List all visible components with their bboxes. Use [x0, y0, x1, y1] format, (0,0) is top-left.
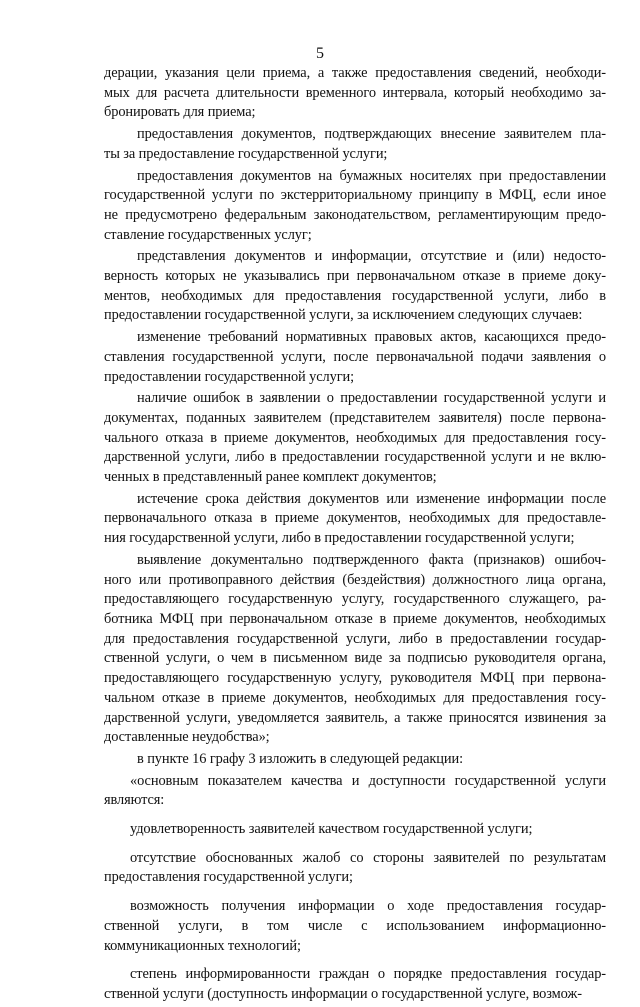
text-line: выявление документально подтвержденного факта (признаков) ошибоч-	[137, 551, 606, 568]
text-line: первоначального отказа в приеме документов, необходимых для предоставле-	[104, 510, 606, 527]
text-line: для предоставления государственной услуги, либо в предоставлении государ-	[104, 630, 606, 647]
paragraph	[104, 490, 606, 549]
text-line: возможность получения информации о ходе предоставления государ-	[130, 898, 606, 915]
paragraph	[104, 247, 606, 326]
text-line: ственной услуги, о чем в письменном виде за подписью руководителя органа,	[104, 650, 606, 667]
text-line: чальном отказе в приеме документов, необходимых для предоставления госу-	[104, 689, 606, 706]
text-line: удовлетворенность заявителей качеством государственной услуги;	[130, 821, 533, 838]
paragraph	[104, 897, 606, 956]
text-line: отсутствие обоснованных жалоб со стороны заявителей по результатам	[130, 849, 606, 866]
paragraph	[104, 750, 606, 770]
text-line: мых для расчета длительности временного интервала, который необходимо за-	[104, 84, 606, 101]
text-line: ченных в представленный ранее комплект документов;	[104, 469, 437, 486]
text-line: не предусмотрено федеральным законодательством, регламентирующим предо-	[104, 206, 606, 223]
text-line: предоставления документов на бумажных носителях при предоставлении	[137, 167, 606, 184]
text-line: коммуникационных технологий;	[104, 937, 301, 954]
text-line: истечение срока действия документов или изменение информации после	[137, 490, 606, 507]
text-line: ментов, необходимых для предоставления государственной услуги, либо в	[104, 287, 606, 304]
text-line: предоставлении государственной услуги, за исключением следующих случаев:	[104, 307, 583, 324]
paragraph	[104, 551, 606, 748]
paragraph	[104, 125, 606, 164]
text-line: наличие ошибок в заявлении о предоставлении государственной услуги и	[137, 390, 606, 407]
text-line: в пункте 16 графу 3 изложить в следующей редакции:	[137, 750, 463, 767]
text-line: государственной услуги по экстерриториальному принципу в МФЦ, если иное	[104, 187, 606, 204]
text-line: ставление государственных услуг;	[104, 226, 312, 243]
text-line: ственной услуги (доступность информации о государственной услуге, возмож-	[104, 985, 582, 1002]
text-line: дарственной услуги, уведомляется заявитель, а также приносятся извинения за	[104, 709, 606, 726]
document-body	[104, 64, 606, 1007]
text-line: являются:	[104, 792, 165, 809]
paragraph	[104, 64, 606, 123]
paragraph	[104, 389, 606, 488]
text-line: чального отказа в приеме документов, необходимых для предоставления госу-	[104, 429, 606, 446]
text-line: ственной услуги, в том числе с использованием информационно-	[104, 917, 606, 934]
paragraph	[104, 328, 606, 387]
text-line: верность которых не указывались при первоначальном отказе в приеме доку-	[104, 268, 606, 285]
text-line: представления документов и информации, отсутствие и (или) недосто-	[137, 248, 606, 265]
text-line: ния государственной услуги, либо в предоставлении государственной услуги;	[104, 530, 575, 547]
text-line: дерации, указания цели приема, а также предоставления сведений, необходи-	[104, 65, 606, 81]
text-line: «основным показателем качества и доступности государственной услуги	[130, 772, 606, 789]
page-number: 5	[316, 45, 324, 62]
text-line: изменение требований нормативных правовых актов, касающихся предо-	[137, 329, 606, 346]
paragraph	[104, 965, 606, 1004]
text-line: документах, поданных заявителем (представителем заявителя) после первона-	[104, 409, 606, 426]
text-line: ты за предоставление государственной услуги;	[104, 145, 388, 162]
text-line: дарственной услуги, либо в предоставлении государственной услуги и не вклю-	[104, 449, 606, 466]
paragraph	[104, 772, 606, 811]
text-line: ботника МФЦ при первоначальном отказе в приеме документов, необходимых	[104, 610, 606, 627]
text-line: предоставления документов, подтверждающих внесение заявителем пла-	[137, 126, 606, 143]
text-line: бронировать для приема;	[104, 104, 256, 121]
paragraph	[104, 820, 606, 840]
text-line: степень информированности граждан о порядке предоставления государ-	[130, 966, 606, 983]
text-line: ставления государственной услуги, после первоначальной подачи заявления о	[104, 348, 606, 365]
text-line: ного или противоправного действия (бездействия) должностного лица органа,	[104, 571, 606, 588]
text-line: предоставления государственной услуги;	[104, 869, 353, 886]
paragraph	[104, 167, 606, 246]
text-line: предоставляющего государственную услугу, руководителя МФЦ при первона-	[104, 670, 606, 687]
text-line: предоставлении государственной услуги;	[104, 368, 355, 385]
paragraph	[104, 849, 606, 888]
text-line: доставленные неудобства»;	[104, 729, 270, 746]
text-line: предоставляющего государственную услугу, государственного служащего, ра-	[104, 591, 606, 608]
